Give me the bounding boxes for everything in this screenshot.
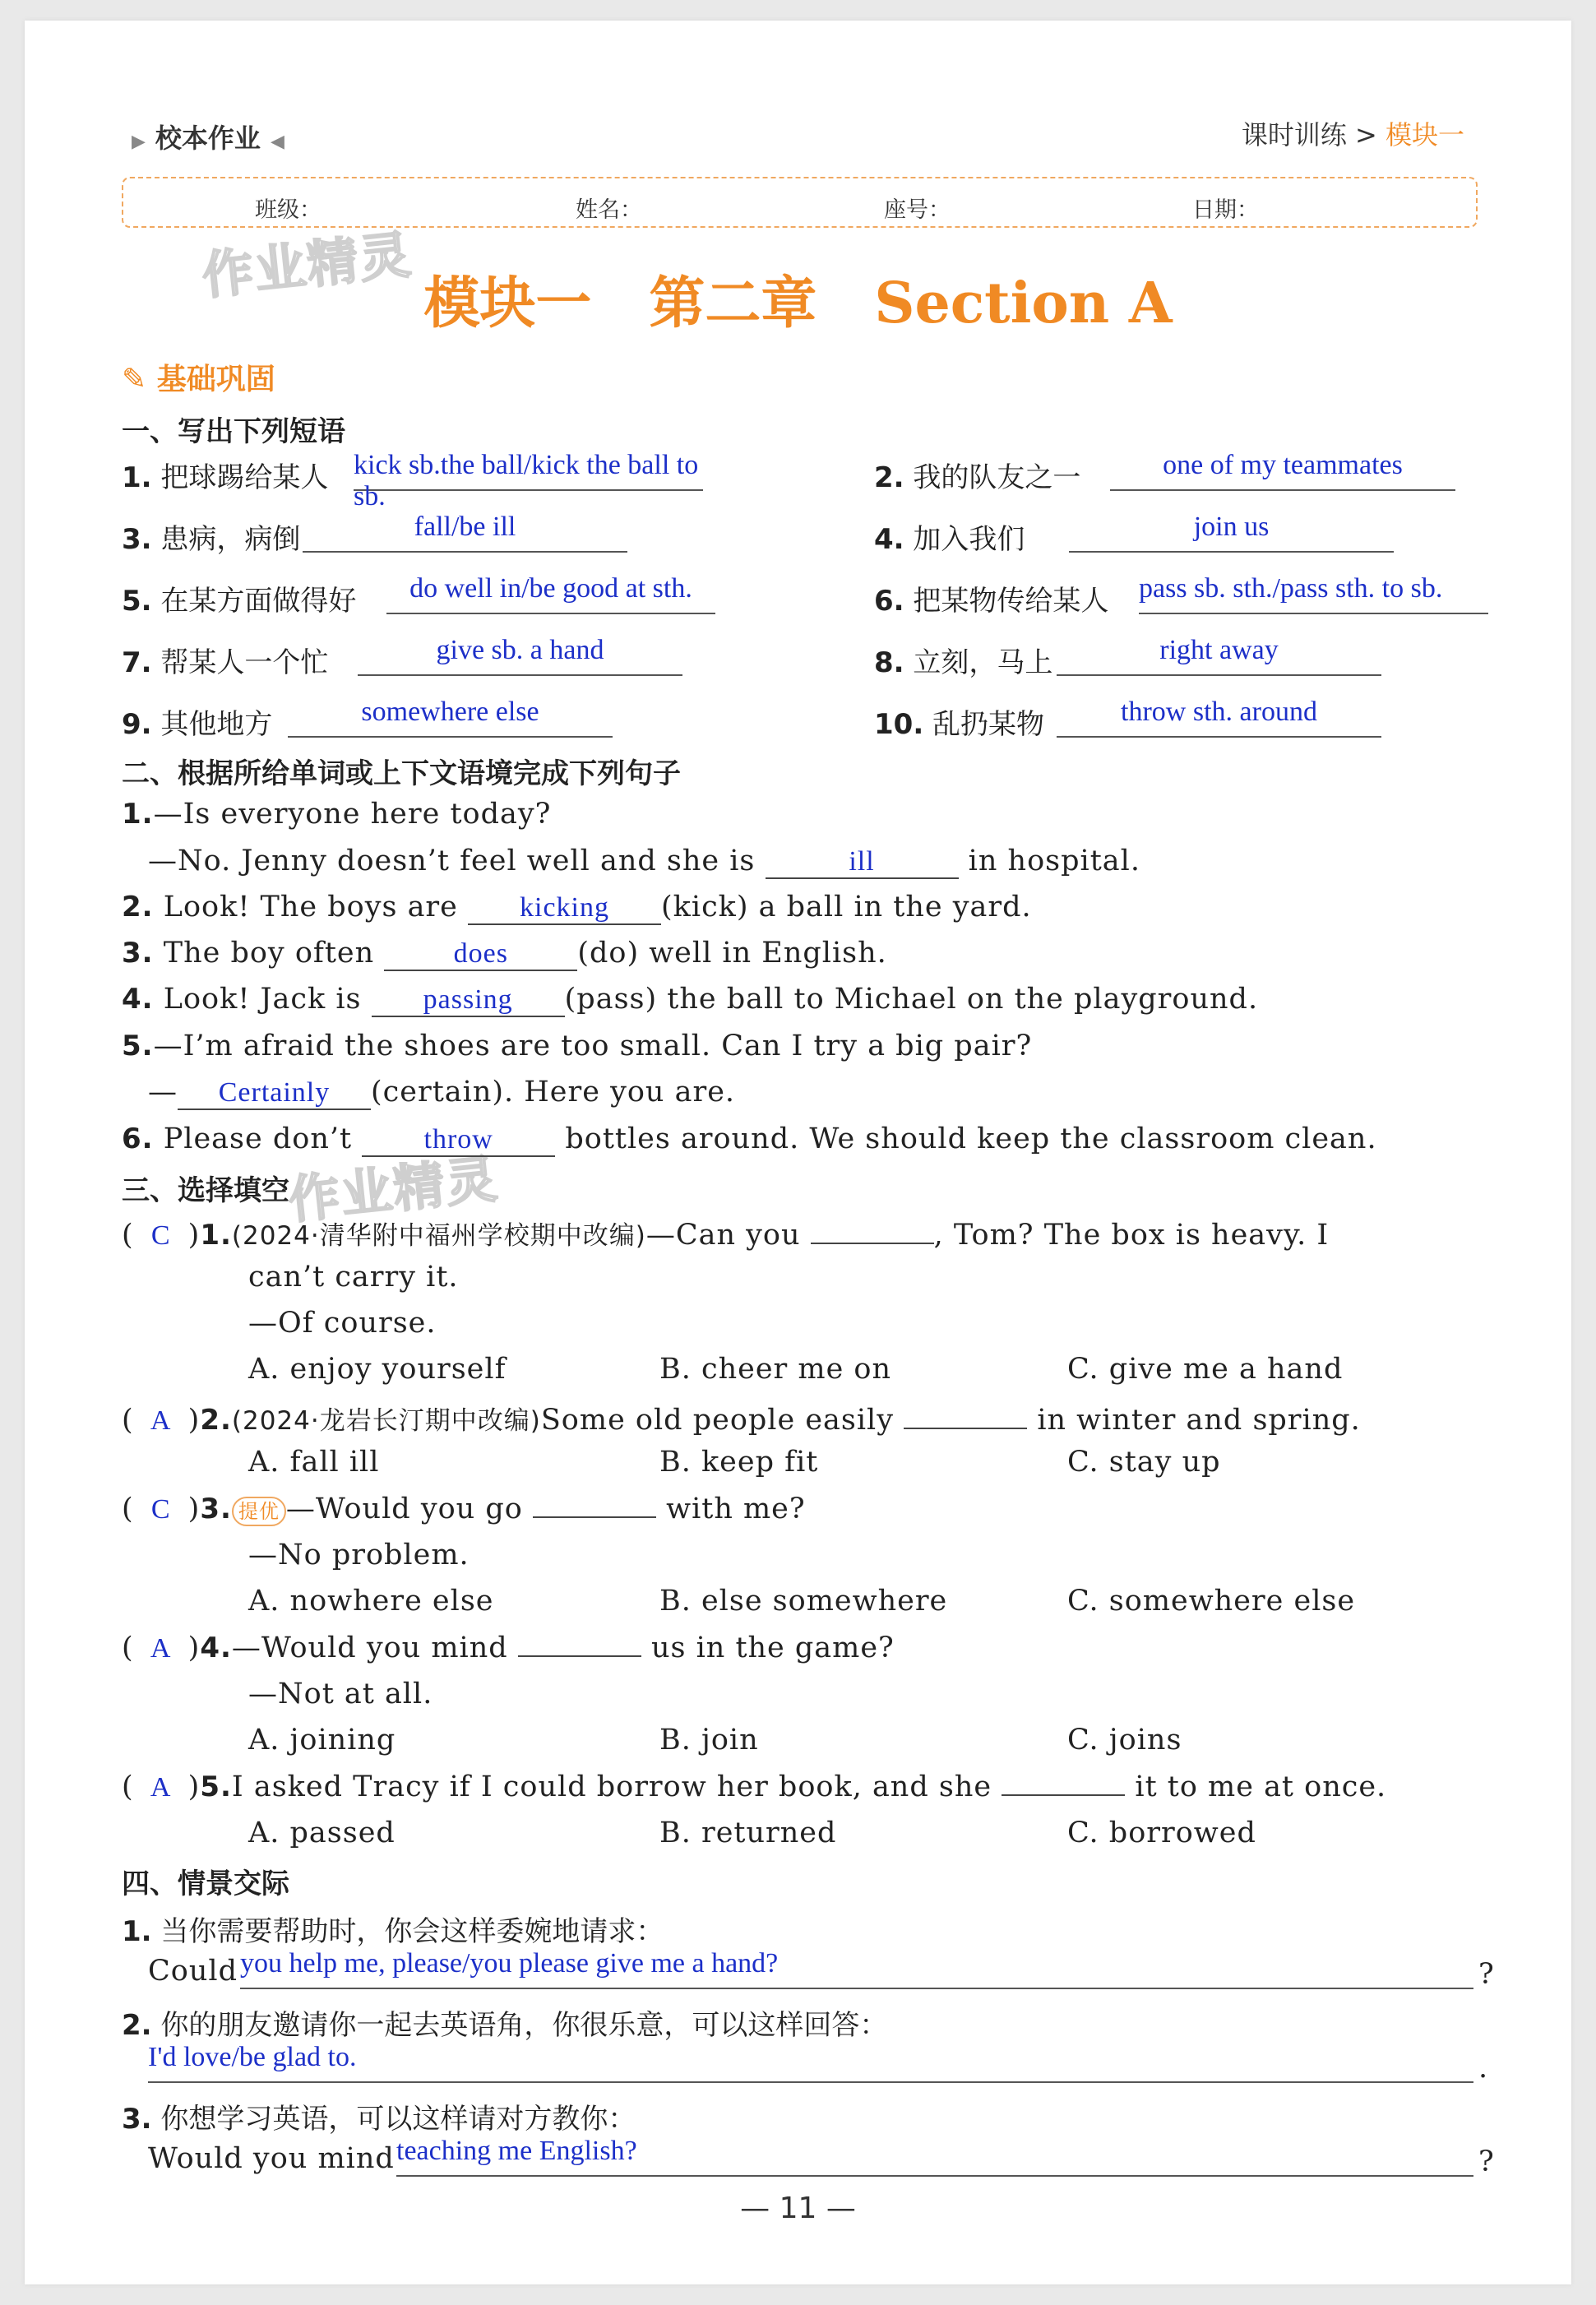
class-field-label: 班级： — [255, 197, 322, 223]
option-a: A. fall ill — [248, 1446, 380, 1479]
answer-field: throw sth. around — [1057, 697, 1381, 738]
advanced-badge: 提优 — [232, 1497, 286, 1526]
choice-question-1-reply: —Of course. — [248, 1307, 437, 1340]
right-triangle-icon: ▶ — [132, 132, 146, 152]
title-section: Section A — [874, 271, 1173, 336]
page-number-value: 11 — [779, 2192, 817, 2225]
option-c: C. borrowed — [1067, 1817, 1256, 1849]
option-c: C. give me a hand — [1067, 1353, 1344, 1386]
chevron-right-icon: > — [1355, 119, 1377, 150]
option-a: A. passed — [248, 1817, 396, 1849]
answer-line: you help me, please/you please give me a hand? — [240, 1948, 1473, 1989]
part2-heading: 二、根据所给单词或上下文语境完成下列句子 — [122, 757, 681, 790]
phrase-item: 5. 在某方面做得好 — [122, 585, 357, 618]
dialogue-end-mark: ? — [1478, 1958, 1495, 1991]
dialogue-prefix: Would you mind — [148, 2142, 395, 2175]
phrase-item: 10. 乱扔某物 — [874, 708, 1045, 741]
answer-field: kick sb.the ball/kick the ball to sb. — [354, 450, 703, 491]
option-c: C. joins — [1067, 1724, 1182, 1757]
left-triangle-icon: ◀ — [270, 132, 285, 152]
answer-field: pass sb. sth./pass sth. to sb. — [1139, 573, 1488, 614]
choice-question-3-reply: —No problem. — [248, 1539, 470, 1571]
answer-blank: passing — [372, 984, 565, 1017]
part4-heading: 四、情景交际 — [122, 1868, 289, 1900]
answer-line: teaching me English? — [396, 2136, 1473, 2177]
title-module: 模块一 — [423, 271, 592, 336]
sentence-6: 6. Please don’t throw bottles around. We should keep the classroom clean. — [122, 1122, 1377, 1155]
option-a: A. nowhere else — [248, 1585, 494, 1618]
answer-blank: Certainly — [178, 1077, 371, 1110]
choice-answer: A — [150, 1772, 172, 1803]
option-c: C. stay up — [1067, 1446, 1221, 1479]
choice-question-4: ( A )4.—Would you mind us in the game? — [122, 1632, 895, 1664]
phrase-item: 8. 立刻，马上 — [874, 646, 1053, 679]
choice-question-5: ( A )5.I asked Tracy if I could borrow her book, and she it to me at once. — [122, 1770, 1387, 1803]
watermark-logo: 作业精灵 — [199, 224, 415, 307]
sentence-2: 2. Look! The boys are kicking (kick) a ball in the yard. — [122, 891, 1032, 923]
page-number: — 11 — — [740, 2192, 856, 2225]
answer-field: join us — [1069, 511, 1394, 553]
answer-field: give sb. a hand — [358, 635, 682, 676]
dialogue-item-3: 3. 你想学习英语，可以这样请对方教你： — [122, 2103, 636, 2136]
answer-blank: kicking — [468, 892, 661, 925]
choice-question-3: ( C )3. 提优 —Would you go with me? — [122, 1493, 806, 1525]
sentence-5b: — Certainly (certain). Here you are. — [148, 1076, 736, 1109]
dialogue-end-mark: . — [1478, 2052, 1489, 2085]
choice-answer: A — [150, 1633, 172, 1664]
seat-field-label: 座号： — [884, 197, 951, 223]
choice-question-4-reply: —Not at all. — [248, 1678, 433, 1710]
watermark-logo: 作业精灵 — [285, 1148, 502, 1231]
header-left — [122, 118, 294, 155]
phrase-item: 9. 其他地方 — [122, 708, 273, 741]
choice-question-2: ( A )2.(2024·龙岩长汀期中改编)Some old people easily in winter and spring. — [122, 1404, 1361, 1437]
choice-answer: A — [150, 1405, 172, 1436]
dialogue-item-2: 2. 你的朋友邀请你一起去英语角，你很乐意，可以这样回答： — [122, 2009, 888, 2042]
answer-field: somewhere else — [288, 697, 613, 738]
sentence-4: 4. Look! Jack is passing (pass) the ball to Michael on the playground. — [122, 983, 1259, 1016]
answer-field: right away — [1057, 635, 1381, 676]
option-a: A. joining — [248, 1724, 396, 1757]
page-title — [25, 259, 1571, 339]
phrase-item: 1. 把球踢给某人 — [122, 461, 329, 494]
worksheet-page — [25, 21, 1571, 2284]
sentence-1b: —No. Jenny doesn’t feel well and she is ill in hospital. — [148, 845, 1140, 877]
option-b: B. returned — [659, 1817, 837, 1849]
sentence-1a: 1.—Is everyone here today? — [122, 798, 552, 831]
phrase-item: 6. 把某物传给某人 — [874, 585, 1109, 618]
option-b: B. cheer me on — [659, 1353, 892, 1386]
dialogue-end-mark: ? — [1478, 2145, 1495, 2178]
option-b: B. join — [659, 1724, 759, 1757]
date-field-label: 日期： — [1192, 197, 1259, 223]
pencil-icon: ✎ — [122, 363, 147, 396]
answer-field: one of my teammates — [1110, 450, 1455, 491]
header-right-label: 课时训练 — [1241, 119, 1347, 150]
answer-field: fall/be ill — [303, 511, 627, 553]
choice-question-1: ( C )1.(2024·清华附中福州学校期中改编)—Can you , Tom? The box is heavy. I — [122, 1219, 1330, 1252]
student-info-bar — [122, 177, 1478, 228]
phrase-item: 7. 帮某人一个忙 — [122, 646, 329, 679]
header-right — [1242, 114, 1464, 152]
part1-heading: 一、写出下列短语 — [122, 415, 345, 448]
header-module: 模块一 — [1385, 119, 1464, 150]
sentence-5a: 5.—I’m afraid the shoes are too small. Can I try a big pair? — [122, 1030, 1033, 1062]
part3-heading: 三、选择填空 — [122, 1174, 289, 1207]
dialogue-item-1: 1. 当你需要帮助时，你会这样委婉地请求： — [122, 1915, 664, 1948]
answer-blank: ill — [766, 846, 959, 879]
option-a: A. enjoy yourself — [248, 1353, 507, 1386]
section-basic — [122, 356, 275, 398]
answer-blank: throw — [362, 1124, 555, 1157]
section-basic-label: 基础巩固 — [156, 363, 275, 396]
choice-question-1-cont: can’t carry it. — [248, 1261, 459, 1294]
choice-answer: C — [150, 1220, 171, 1251]
name-field-label: 姓名： — [576, 197, 642, 223]
choice-answer: C — [150, 1494, 171, 1525]
phrase-item: 2. 我的队友之一 — [874, 461, 1081, 494]
option-c: C. somewhere else — [1067, 1585, 1356, 1618]
answer-blank: does — [384, 938, 577, 971]
answer-field: do well in/be good at sth. — [386, 573, 715, 614]
header-left-label: 校本作业 — [155, 123, 261, 154]
phrase-item: 4. 加入我们 — [874, 523, 1025, 556]
phrase-item: 3. 患病，病倒 — [122, 523, 301, 556]
option-b: B. keep fit — [659, 1446, 819, 1479]
sentence-3: 3. The boy often does (do) well in English. — [122, 937, 887, 970]
option-b: B. else somewhere — [659, 1585, 948, 1618]
title-chapter: 第二章 — [649, 271, 817, 336]
dialogue-prefix: Could — [148, 1955, 238, 1988]
answer-line: I'd love/be glad to. — [148, 2042, 1473, 2083]
